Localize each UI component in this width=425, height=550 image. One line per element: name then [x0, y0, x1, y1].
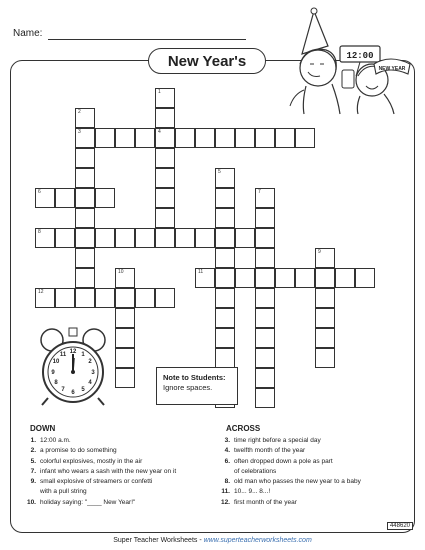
crossword-cell[interactable] — [155, 168, 175, 188]
clue-text: 10... 9... 8...! — [234, 488, 271, 496]
crossword-cell[interactable] — [35, 288, 55, 308]
across-clue — [218, 487, 410, 497]
crossword-cell[interactable] — [215, 248, 235, 268]
crossword-cell[interactable] — [255, 188, 275, 208]
clue-text: of celebrations — [234, 467, 277, 475]
clue-number: 11. — [221, 488, 230, 496]
down-clue — [24, 467, 219, 477]
down-clue — [24, 487, 219, 497]
crossword-cell[interactable] — [115, 268, 135, 288]
clue-text: infant who wears a sash with the new year on it — [40, 467, 177, 475]
clue-text: a promise to do something — [40, 447, 117, 455]
crossword-cell[interactable] — [235, 268, 255, 288]
svg-text:3: 3 — [91, 370, 95, 376]
clue-number: 4. — [224, 447, 230, 455]
crossword-cell[interactable] — [315, 268, 335, 288]
svg-text:5: 5 — [81, 387, 85, 393]
crossword-cell[interactable] — [215, 348, 235, 368]
clue-number: 7. — [30, 467, 36, 475]
crossword-cell[interactable] — [195, 228, 215, 248]
crossword-cell[interactable] — [135, 228, 155, 248]
banner-text: NEW YEAR — [378, 66, 406, 72]
clock-sign-text: 12:00 — [346, 51, 374, 61]
note-text: Ignore spaces. — [163, 383, 213, 392]
crossword-cell[interactable] — [95, 128, 115, 148]
crossword-cell[interactable] — [255, 368, 275, 388]
crossword-cell[interactable] — [115, 128, 135, 148]
crossword-cell[interactable] — [35, 188, 55, 208]
crossword-cell[interactable] — [35, 228, 55, 248]
down-clue — [24, 498, 219, 508]
clue-text: often dropped down a pole as part — [234, 457, 333, 465]
svg-text:10: 10 — [52, 359, 60, 365]
crossword-cell[interactable] — [215, 308, 235, 328]
cell-number: 4 — [158, 129, 161, 135]
note-to-students — [156, 367, 238, 405]
across-clue-list — [218, 436, 410, 508]
cell-number: 8 — [38, 229, 41, 235]
crossword-cell[interactable] — [315, 288, 335, 308]
clue-number: 2. — [30, 447, 36, 455]
crossword-cell[interactable] — [295, 268, 315, 288]
down-clue — [24, 436, 219, 446]
crossword-cell[interactable] — [75, 128, 95, 148]
svg-text:7: 7 — [61, 387, 65, 393]
footer-brand: Super Teacher Worksheets - — [113, 537, 204, 544]
clue-text: first month of the year — [234, 498, 297, 506]
cell-number: 9 — [318, 249, 321, 255]
crossword-cell[interactable] — [255, 328, 275, 348]
svg-text:4: 4 — [88, 380, 92, 386]
crossword-cell[interactable] — [75, 228, 95, 248]
name-line[interactable] — [48, 39, 246, 40]
crossword-cell[interactable] — [315, 248, 335, 268]
clue-text: twelfth month of the year — [234, 447, 306, 455]
crossword-cell[interactable] — [255, 208, 275, 228]
crossword-cell[interactable] — [235, 228, 255, 248]
crossword-cell[interactable] — [115, 328, 135, 348]
clue-number: 10. — [26, 498, 36, 506]
crossword-cell[interactable] — [155, 228, 175, 248]
clue-number: 9. — [30, 478, 36, 486]
cell-number: 12 — [38, 289, 44, 295]
down-clue — [24, 446, 219, 456]
down-heading: DOWN — [30, 424, 56, 433]
cell-number: 3 — [78, 129, 81, 135]
crossword-cell[interactable] — [155, 128, 175, 148]
worksheet-code: 448620 — [387, 522, 413, 530]
down-clue-list — [24, 436, 219, 508]
crossword-cell[interactable] — [75, 208, 95, 228]
svg-text:2: 2 — [88, 359, 92, 365]
crossword-cell[interactable] — [315, 348, 335, 368]
crossword-cell[interactable] — [315, 308, 335, 328]
clue-text: old man who passes the new year to a baby — [234, 478, 361, 486]
crossword-cell[interactable] — [95, 288, 115, 308]
cell-number: 7 — [258, 189, 261, 195]
crossword-cell[interactable] — [55, 228, 75, 248]
crossword-cell[interactable] — [215, 188, 235, 208]
crossword-cell[interactable] — [295, 128, 315, 148]
across-clue — [218, 446, 410, 456]
crossword-cell[interactable] — [215, 228, 235, 248]
cell-number: 10 — [118, 269, 124, 275]
down-clue — [24, 457, 219, 467]
crossword-cell[interactable] — [115, 348, 135, 368]
svg-text:8: 8 — [54, 380, 58, 386]
crossword-cell[interactable] — [95, 188, 115, 208]
clue-text: small explosive of streamers or confetti — [40, 478, 153, 486]
crossword-cell[interactable] — [355, 268, 375, 288]
crossword-cell[interactable] — [115, 368, 135, 388]
crossword-cell[interactable] — [75, 148, 95, 168]
crossword-cell[interactable] — [255, 128, 275, 148]
crossword-cell[interactable] — [195, 128, 215, 148]
crossword-cell[interactable] — [255, 348, 275, 368]
svg-text:11: 11 — [59, 352, 67, 358]
svg-text:12: 12 — [69, 349, 77, 355]
cell-number: 1 — [158, 89, 161, 95]
clue-number: 3. — [224, 437, 230, 444]
across-clue — [218, 477, 410, 487]
footer-url[interactable]: www.superteacherworksheets.com — [203, 537, 312, 544]
crossword-cell[interactable] — [55, 288, 75, 308]
crossword-cell[interactable] — [155, 188, 175, 208]
crossword-cell[interactable] — [275, 268, 295, 288]
name-label: Name: — [13, 28, 43, 39]
cell-number: 6 — [38, 189, 41, 195]
clue-text: colorful explosives, mostly in the air — [40, 457, 143, 465]
crossword-cell[interactable] — [255, 268, 275, 288]
crossword-cell[interactable] — [55, 188, 75, 208]
clue-text: 12:00 a.m. — [40, 437, 71, 444]
clue-number: 6. — [224, 457, 230, 465]
crossword-cell[interactable] — [75, 268, 95, 288]
crossword-cell[interactable] — [115, 308, 135, 328]
crossword-cell[interactable] — [255, 388, 275, 408]
crossword-cell[interactable] — [95, 228, 115, 248]
worksheet-title: New Year's — [148, 48, 266, 74]
crossword-cell[interactable] — [215, 288, 235, 308]
crossword-cell[interactable] — [255, 308, 275, 328]
cell-number: 5 — [218, 169, 221, 175]
crossword-cell[interactable] — [135, 288, 155, 308]
cell-number: 2 — [78, 109, 81, 115]
crossword-cell[interactable] — [255, 228, 275, 248]
clue-number: 5. — [30, 457, 36, 465]
crossword-cell[interactable] — [215, 128, 235, 148]
clue-text: holiday saying: "____ New Year!" — [40, 498, 136, 506]
svg-text:1: 1 — [81, 352, 85, 358]
crossword-cell[interactable] — [255, 248, 275, 268]
footer — [0, 537, 425, 544]
across-clue — [218, 436, 410, 446]
crossword-cell[interactable] — [215, 208, 235, 228]
crossword-cell[interactable] — [155, 108, 175, 128]
crossword-cell[interactable] — [155, 148, 175, 168]
down-clue — [24, 477, 219, 487]
cell-number: 11 — [198, 269, 204, 275]
crossword-cell[interactable] — [315, 328, 335, 348]
crossword-cell[interactable] — [235, 128, 255, 148]
crossword-cell[interactable] — [155, 88, 175, 108]
crossword-cell[interactable] — [75, 248, 95, 268]
crossword-cell[interactable] — [275, 128, 295, 148]
clue-text: with a pull string — [40, 488, 87, 496]
crossword-cell[interactable] — [75, 188, 95, 208]
note-title: Note to Students: — [163, 373, 226, 382]
crossword-cell[interactable] — [215, 328, 235, 348]
clue-number: 8. — [224, 478, 230, 486]
crossword-cell[interactable] — [175, 228, 195, 248]
clue-number: 12. — [220, 498, 230, 506]
crossword-cell[interactable] — [75, 108, 95, 128]
crossword-cell[interactable] — [155, 288, 175, 308]
crossword-cell[interactable] — [115, 228, 135, 248]
across-heading: ACROSS — [226, 424, 261, 433]
crossword-cell[interactable] — [155, 208, 175, 228]
celebrating-kids-illustration — [282, 6, 417, 116]
crossword-cell[interactable] — [175, 128, 195, 148]
crossword-cell[interactable] — [195, 268, 215, 288]
crossword-cell[interactable] — [135, 128, 155, 148]
crossword-cell[interactable] — [335, 268, 355, 288]
across-clue — [218, 498, 410, 508]
svg-text:6: 6 — [71, 390, 75, 396]
clue-number: 1. — [30, 437, 36, 444]
crossword-cell[interactable] — [255, 288, 275, 308]
crossword-cell[interactable] — [215, 268, 235, 288]
across-clue — [218, 467, 410, 477]
crossword-cell[interactable] — [115, 288, 135, 308]
svg-text:9: 9 — [51, 370, 55, 376]
across-clue — [218, 457, 410, 467]
crossword-cell[interactable] — [75, 168, 95, 188]
crossword-cell[interactable] — [75, 288, 95, 308]
clue-text: time right before a special day — [234, 437, 321, 444]
crossword-cell[interactable] — [215, 168, 235, 188]
alarm-clock-icon — [38, 326, 108, 406]
